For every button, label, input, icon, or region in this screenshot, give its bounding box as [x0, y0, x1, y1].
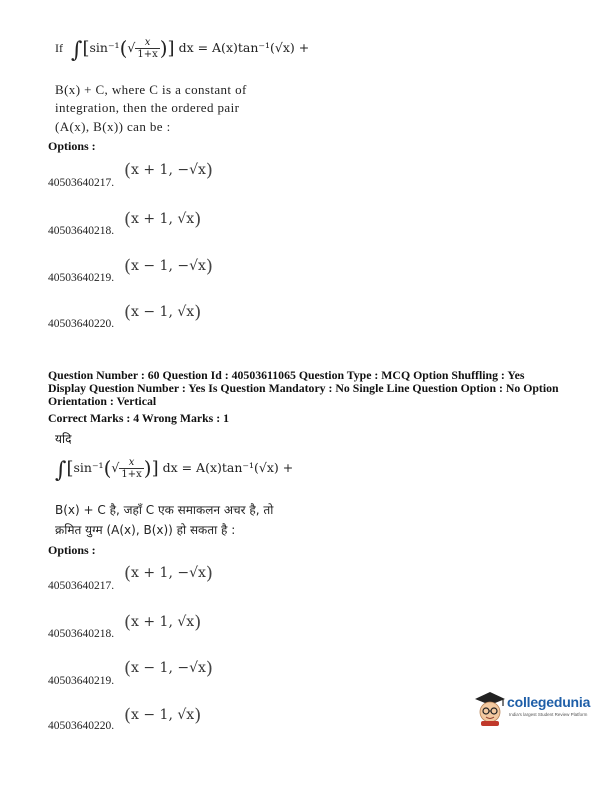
- q59-integral-line: If ∫[sin⁻¹(√ $\frac{x}{1+x}$ )] dx = A(x)tan⁻¹(√x) +: [55, 36, 310, 63]
- q59-line4: (A(x), B(x)) can be :: [55, 119, 171, 134]
- logo-name: collegedunia: [507, 694, 591, 710]
- q60-meta-line2: Display Question Number : Yes Is Question Mandatory : No Single Line Question Option : No Option: [48, 381, 559, 395]
- q59-fraction: $\frac{x}{1+x}$: [137, 37, 158, 60]
- q60-rhs: dx = A(x)tan⁻¹(√x) +: [162, 460, 294, 475]
- q60-hindi-line3: क्रमित युग्म (A(x), B(x)) हो सकता है :: [55, 523, 236, 537]
- collegedunia-logo: [473, 690, 598, 726]
- option-id: 40503640218.: [48, 628, 115, 640]
- option-id: 40503640217.: [48, 580, 115, 592]
- option-id: 40503640220.: [48, 720, 115, 732]
- q59-options-label: Options :: [48, 139, 96, 153]
- q59-line2: B(x) + C, where C is a constant of: [55, 82, 247, 97]
- q59-line3: integration, then the ordered pair: [55, 100, 240, 115]
- option-expression: (x − 1, √x): [124, 705, 202, 726]
- option-expression: (x + 1, −√x): [124, 563, 213, 584]
- option-expression: (x − 1, √x): [124, 302, 202, 323]
- q59-rhs: dx = A(x)tan⁻¹(√x) +: [178, 40, 310, 55]
- option-expression: (x + 1, √x): [124, 612, 202, 633]
- option-expression: (x + 1, √x): [124, 209, 202, 230]
- q59-arcsin: sin⁻¹: [89, 40, 120, 55]
- q60-meta-line3: Orientation : Vertical: [48, 394, 157, 408]
- q60-meta-line1: Question Number : 60 Question Id : 40503611065 Question Type : MCQ Option Shuffling : Yes: [48, 368, 525, 382]
- q60-hindi-line2: B(x) + C है, जहाँ C एक समाकलन अचर है, तो: [55, 503, 274, 517]
- q60-hindi-if: यदि: [55, 432, 72, 446]
- option-id: 40503640220.: [48, 318, 115, 330]
- q60-options-label: Options :: [48, 543, 96, 557]
- option-expression: (x + 1, −√x): [124, 160, 213, 181]
- q60-integral-line: ∫[sin⁻¹(√ $\frac{x}{1+x}$ )] dx = A(x)tan⁻¹(√x) +: [55, 456, 294, 483]
- graduate-mascot-icon: [473, 690, 507, 726]
- q60-arcsin: sin⁻¹: [73, 460, 104, 475]
- q60-fraction: $\frac{x}{1+x}$: [121, 457, 142, 480]
- q60-marks: Correct Marks : 4 Wrong Marks : 1: [48, 411, 229, 425]
- option-id: 40503640219.: [48, 272, 115, 284]
- option-id: 40503640217.: [48, 177, 115, 189]
- option-id: 40503640219.: [48, 675, 115, 687]
- q59-if-word: If: [55, 41, 63, 55]
- option-expression: (x − 1, −√x): [124, 256, 213, 277]
- option-id: 40503640218.: [48, 225, 115, 237]
- option-expression: (x − 1, −√x): [124, 658, 213, 679]
- logo-tagline: India's largest Student Review Platform: [509, 712, 588, 717]
